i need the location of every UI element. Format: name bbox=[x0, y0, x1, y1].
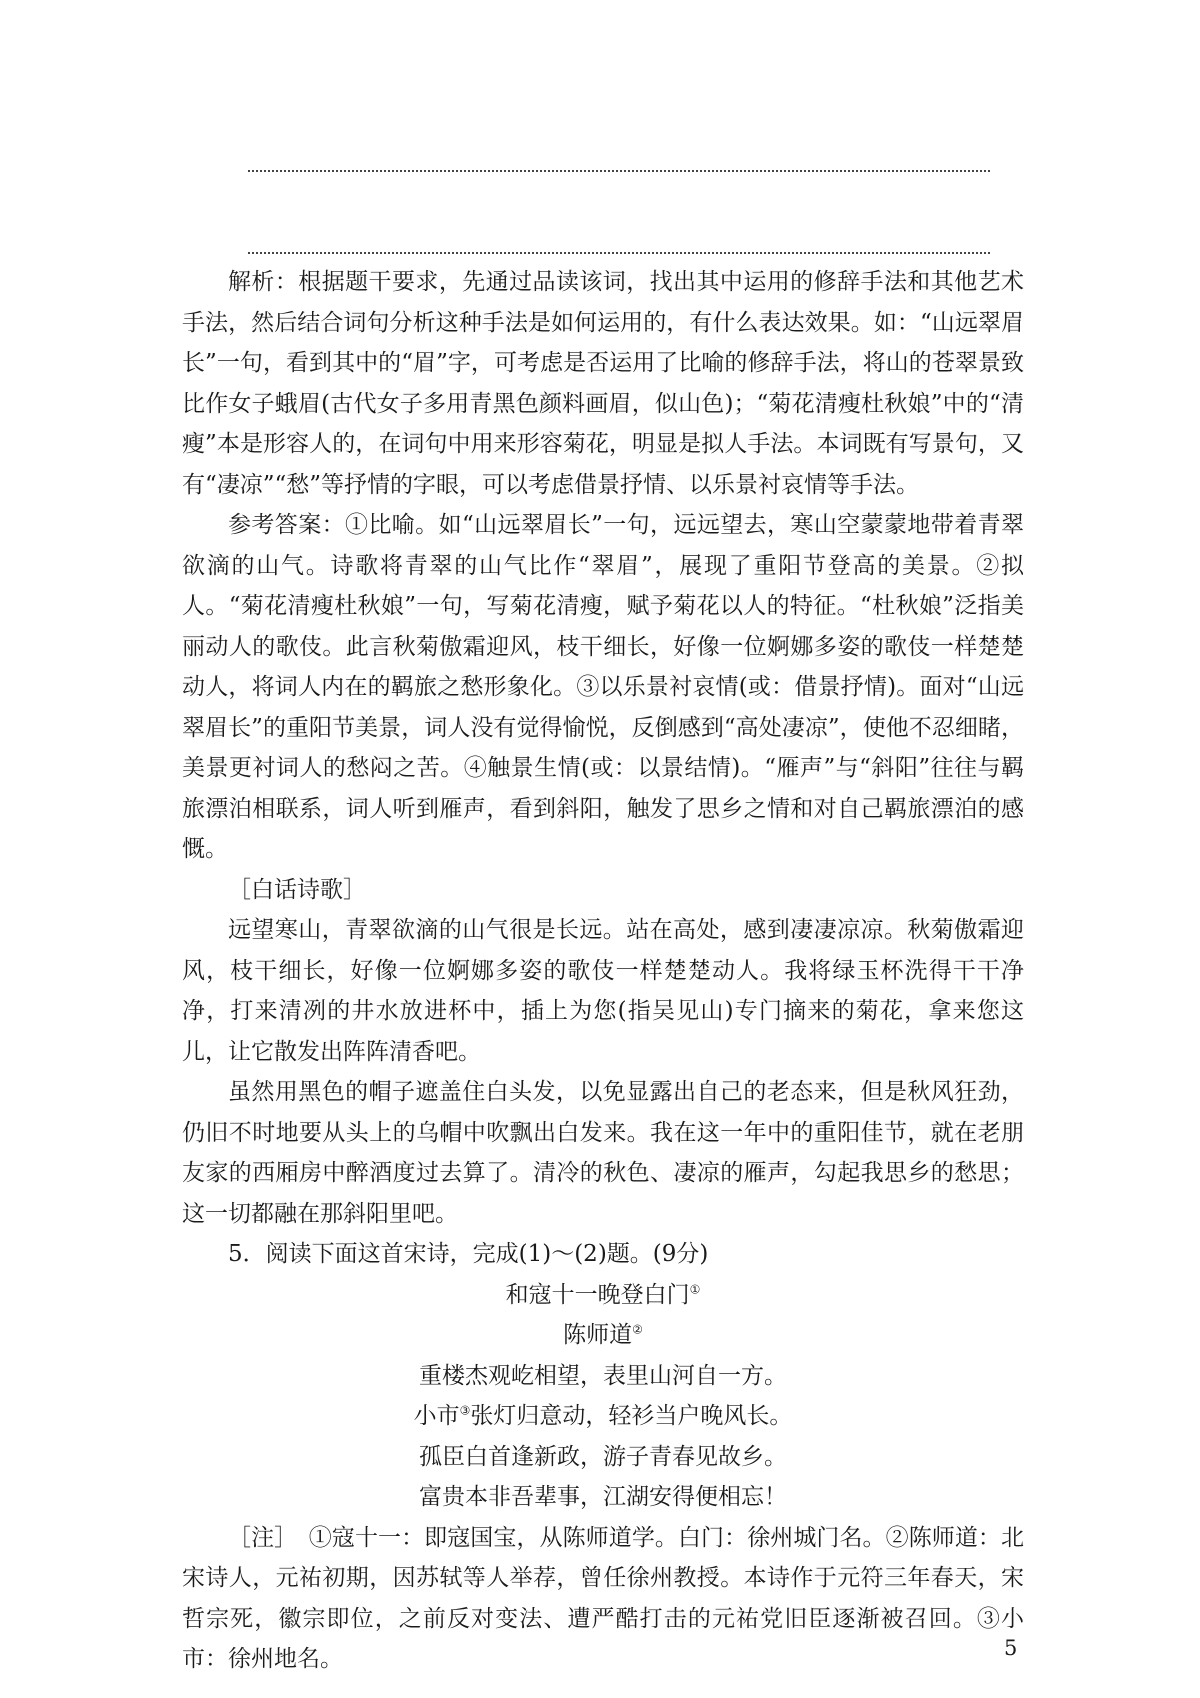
main-text bbox=[182, 262, 1024, 1680]
poem-line-2 bbox=[182, 1396, 1024, 1437]
notes-paragraph: ［注］ ①寇十一：即寇国宝，从陈师道学。白门：徐州城门名。②陈师道：北宋诗人，元祐初期，因苏轼等人举荐，曾任徐州教授。本诗作于元符三年春天，宋哲宗死，徽宗即位，之前反对变法、遭严酷打击的元祐党旧臣逐渐被召回。③小市：徐州地名。 bbox=[182, 1524, 1024, 1672]
poem-title bbox=[182, 1275, 1024, 1316]
poem-author-note-mark: ② bbox=[632, 1322, 643, 1337]
answer-blank-line-1 bbox=[248, 170, 990, 172]
poem-title-note-mark: ① bbox=[689, 1281, 701, 1296]
reference-answer-paragraph: 参考答案：①比喻。如“山远翠眉长”一句，远远望去，寒山空蒙蒙地带着青翠欲滴的山气。诗歌将青翠的山气比作“翠眉”，展现了重阳节登高的美景。②拟人。“菊花清瘦杜秋娘”一句，写菊花清瘦，赋予菊花以人的特征。“杜秋娘”泛指美丽动人的歌伎。此言秋菊傲霜迎风，枝干细长，好像一位婀娜多姿的歌伎一样楚楚动人，将词人内在的羁旅之愁形象化。③以乐景衬哀情(或：借景抒情)。面对“山远翠眉长”的重阳节美景，词人没有觉得愉悦，反倒感到“高处凄凉”，使他不忍细睹，美景更衬词人的愁闷之苦。④触景生情(或：以景结情)。“雁声”与“斜阳”往往与羁旅漂泊相联系，词人听到雁声，看到斜阳，触发了思乡之情和对自己羁旅漂泊的感慨。 bbox=[182, 512, 1024, 862]
vernacular-heading: ［白话诗歌］ bbox=[228, 876, 366, 903]
answer-blank-line-2 bbox=[248, 252, 990, 254]
page-number: 5 bbox=[1004, 1636, 1018, 1660]
poem-author bbox=[182, 1315, 1024, 1356]
analysis-paragraph: 解析：根据题干要求，先通过品读该词，找出其中运用的修辞手法和其他艺术手法，然后结合词句分析这种手法是如何运用的，有什么表达效果。如：“山远翠眉长”一句，看到其中的“眉”字，可考虑是否运用了比喻的修辞手法，将山的苍翠景致比作女子蛾眉(古代女子多用青黑色颜料画眉，似山色)；“菊花清瘦杜秋娘”中的“清瘦”本是形容人的，在词句中用来形容菊花，明显是拟人手法。本词既有写景句，又有“凄凉”“愁”等抒情的字眼，可以考虑借景抒情、以乐景衬哀情等手法。 bbox=[182, 269, 1024, 498]
poem-line-4: 富贵本非吾辈事，江湖安得便相忘！ bbox=[419, 1484, 787, 1510]
poem-line-3: 孤臣白首逢新政，游子青春见故乡。 bbox=[419, 1443, 787, 1470]
poem-author-text: 陈师道 bbox=[563, 1322, 633, 1348]
vernacular-paragraph-1: 远望寒山，青翠欲滴的山气很是长远。站在高处，感到凄凄凉凉。秋菊傲霜迎风，枝干细长，好像一位婀娜多姿的歌伎一样楚楚动人。我将绿玉杯洗得干干净净，打来清冽的井水放进杯中，插上为您(指吴见山)专门摘来的菊花，拿来您这儿，让它散发出阵阵清香吧。 bbox=[182, 917, 1024, 1065]
question-5: 5．阅读下面这首宋诗，完成(1)～(2)题。(9分) bbox=[228, 1241, 709, 1267]
poem-line-1: 重楼杰观屹相望，表里山河自一方。 bbox=[419, 1362, 787, 1389]
poem-line-2-rest: 张灯归意动，轻衫当户晚风长。 bbox=[470, 1403, 793, 1429]
poem-title-text: 和寇十一晚登白门 bbox=[505, 1281, 690, 1308]
vernacular-paragraph-2: 虽然用黑色的帽子遮盖住白头发，以免显露出自己的老态来，但是秋风狂劲，仍旧不时地要从头上的乌帽中吹飘出白发来。我在这一年中的重阳佳节，就在老朋友家的西厢房中醉酒度过去算了。清冷的秋色、凄凉的雁声，勾起我思乡的愁思；这一切都融在那斜阳里吧。 bbox=[182, 1079, 1024, 1227]
poem-line-2-start: 小市 bbox=[413, 1403, 460, 1429]
poem-line-2-note-mark: ③ bbox=[459, 1403, 471, 1418]
